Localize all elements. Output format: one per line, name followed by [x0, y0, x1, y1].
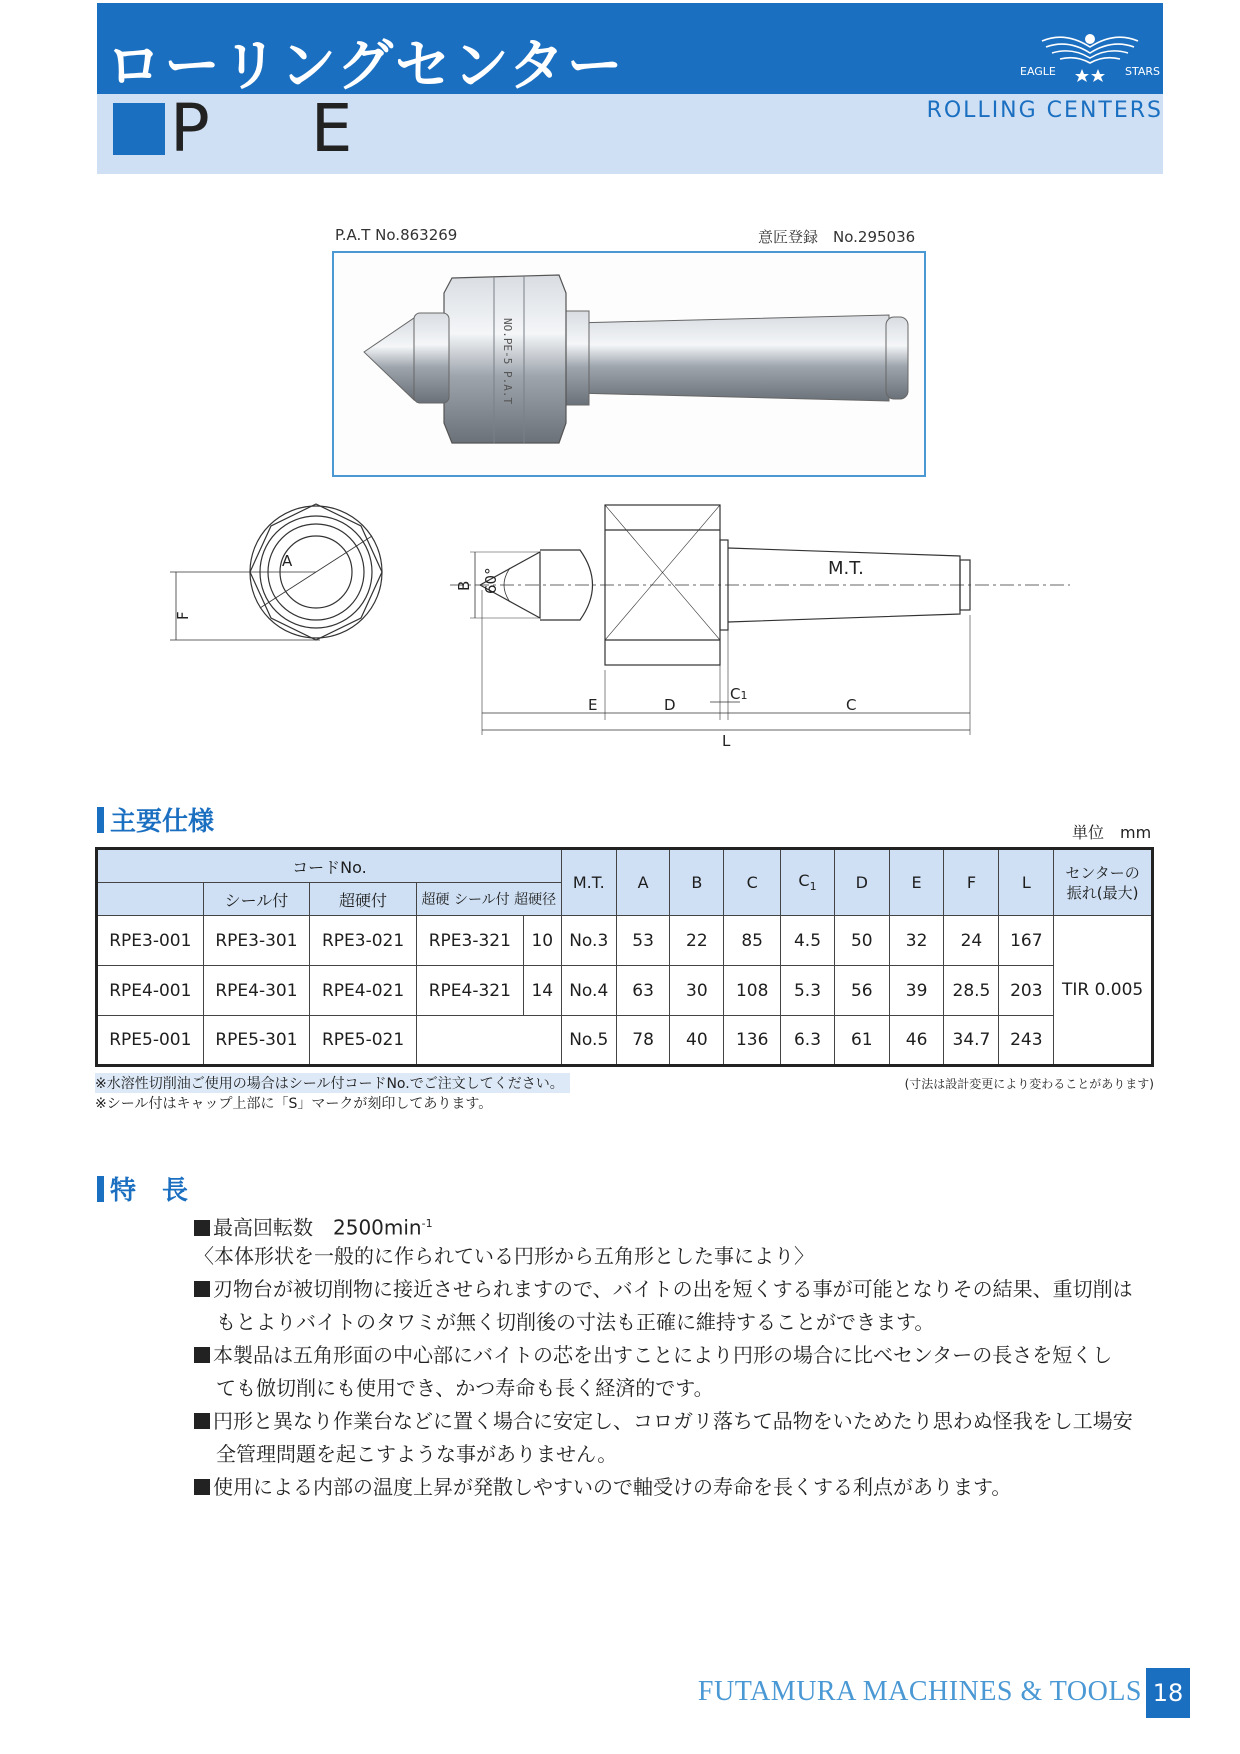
svg-text:NO.PE-5 P.A.T: NO.PE-5 P.A.T	[501, 318, 514, 405]
header-d: D	[834, 849, 889, 916]
feature-line-3: 刃物台が被切削物に接近させられますので、バイトの出を短くする事が可能となりその結果、重切削は	[194, 1273, 1133, 1306]
logo-text-right: STARS	[1125, 65, 1160, 78]
cell-code: RPE4-001	[97, 966, 204, 1016]
series-name: P E	[170, 90, 393, 167]
cell-c1: 4.5	[781, 916, 835, 966]
feature-line-1: 最高回転数 $2500\min^{-1}$	[194, 1207, 433, 1245]
cell-carbide-seal: RPE3-321	[416, 916, 523, 966]
table-row	[97, 1016, 1153, 1066]
cell-carbide-seal: RPE4-321	[416, 966, 523, 1016]
dim-label-c1: C1	[730, 685, 748, 703]
header-runout: センターの 振れ(最大)	[1054, 849, 1153, 916]
table-row	[97, 966, 1153, 1016]
product-photo	[332, 251, 926, 477]
cell-a: 53	[616, 916, 670, 966]
cell-l: 243	[999, 1016, 1054, 1066]
note-design-change: (寸法は設計変更により変わることがあります)	[904, 1077, 1154, 1091]
cell-c: 136	[724, 1016, 781, 1066]
dim-label-a: A	[282, 552, 293, 570]
note-coolant: ※水溶性切削油ご使用の場合はシール付コードNo.でご注文してください。	[95, 1073, 570, 1093]
cell-f: 34.7	[944, 1016, 999, 1066]
header-blank	[97, 883, 204, 916]
cell-code: RPE3-001	[97, 916, 204, 966]
cell-mt: No.5	[561, 1016, 616, 1066]
cell-l: 203	[999, 966, 1054, 1016]
dimension-drawings	[170, 490, 1130, 760]
header-l: L	[999, 849, 1054, 916]
cell-mt: No.3	[561, 916, 616, 966]
header-carbide: 超硬付	[310, 883, 417, 916]
cell-c1: 6.3	[781, 1016, 835, 1066]
cell-a: 78	[616, 1016, 670, 1066]
cell-c: 85	[724, 916, 781, 966]
patent-number: P.A.T No.863269	[335, 226, 458, 244]
dim-label-l: L	[722, 732, 731, 750]
dim-label-d: D	[664, 696, 676, 714]
cell-e: 39	[889, 966, 944, 1016]
logo-text-left: EAGLE	[1020, 65, 1056, 78]
cell-carbide-dia: 10	[523, 916, 561, 966]
cell-l: 167	[999, 916, 1054, 966]
cell-code: RPE5-001	[97, 1016, 204, 1066]
header-f: F	[944, 849, 999, 916]
note-seal-mark: ※シール付はキャップ上部に「S」マークが刻印してあります。	[95, 1096, 493, 1112]
cell-d: 50	[834, 916, 889, 966]
dim-label-angle: 60°	[482, 567, 500, 594]
unit-label: 単位 mm	[1072, 823, 1152, 842]
cell-carbide-seal	[416, 1016, 561, 1066]
cell-mt: No.4	[561, 966, 616, 1016]
header-carbide-seal: 超硬 シール付 超硬径	[416, 883, 561, 916]
page-number: 18	[1146, 1668, 1190, 1718]
feature-line-4: もとよりバイトのタワミが無く切削後の寸法も正確に維持することができます。	[216, 1310, 935, 1334]
dim-label-e: E	[588, 696, 598, 714]
dim-label-b: B	[455, 580, 473, 591]
page-title: ローリングセンター	[106, 34, 625, 99]
cell-c: 108	[724, 966, 781, 1016]
table-row	[97, 916, 1153, 966]
header-code-no: コードNo.	[97, 849, 562, 883]
feature-line-2: 〈本体形状を一般的に作られている円形から五角形とした事により〉	[194, 1244, 814, 1268]
feature-line-7: 円形と異なり作業台などに置く場合に安定し、コロガリ落ちて品物をいためたり思わぬ怪我をし工場安	[194, 1405, 1133, 1438]
cell-b: 30	[670, 966, 724, 1016]
cell-c1: 5.3	[781, 966, 835, 1016]
dim-label-c: C	[846, 696, 857, 714]
header-b: B	[670, 849, 724, 916]
eagle-stars-logo	[1020, 27, 1160, 87]
header-seal: シール付	[203, 883, 310, 916]
header-c1: $C_1$	[781, 849, 835, 916]
header-mt: M.T.	[561, 849, 616, 916]
cell-seal: RPE3-301	[203, 916, 310, 966]
cell-b: 22	[670, 916, 724, 966]
company-name: FUTAMURA MACHINES & TOOLS	[697, 1676, 1142, 1707]
cell-e: 46	[889, 1016, 944, 1066]
cell-f: 24	[944, 916, 999, 966]
cell-seal: RPE4-301	[203, 966, 310, 1016]
feature-line-6: ても倣切削にも使用でき、かつ寿命も長く経済的です。	[216, 1376, 714, 1400]
cell-a: 63	[616, 966, 670, 1016]
dim-label-f: F	[174, 611, 192, 620]
cell-runout: TIR 0.005	[1054, 916, 1153, 1066]
series-marker	[113, 103, 165, 155]
feature-line-8: 全管理問題を起こすような事がありません。	[216, 1442, 618, 1466]
page-title-english: ROLLING CENTERS	[926, 98, 1163, 123]
spec-table	[95, 847, 1154, 1067]
cell-d: 56	[834, 966, 889, 1016]
cell-b: 40	[670, 1016, 724, 1066]
design-registration: 意匠登録 No.295036	[758, 228, 916, 246]
cell-f: 28.5	[944, 966, 999, 1016]
cell-carbide: RPE5-021	[310, 1016, 417, 1066]
cell-carbide: RPE3-021	[310, 916, 417, 966]
cell-carbide: RPE4-021	[310, 966, 417, 1016]
cell-carbide-dia: 14	[523, 966, 561, 1016]
dim-label-mt: M.T.	[828, 558, 864, 579]
cell-e: 32	[889, 916, 944, 966]
feature-line-5: 本製品は五角形面の中心部にバイトの芯を出すことにより円形の場合に比べセンターの長さを短くし	[194, 1339, 1112, 1372]
feature-line-9: 使用による内部の温度上昇が発散しやすいので軸受けの寿命を長くする利点があります。	[194, 1471, 1011, 1504]
header-a: A	[616, 849, 670, 916]
header-e: E	[889, 849, 944, 916]
cell-seal: RPE5-301	[203, 1016, 310, 1066]
header-c: C	[724, 849, 781, 916]
cell-d: 61	[834, 1016, 889, 1066]
